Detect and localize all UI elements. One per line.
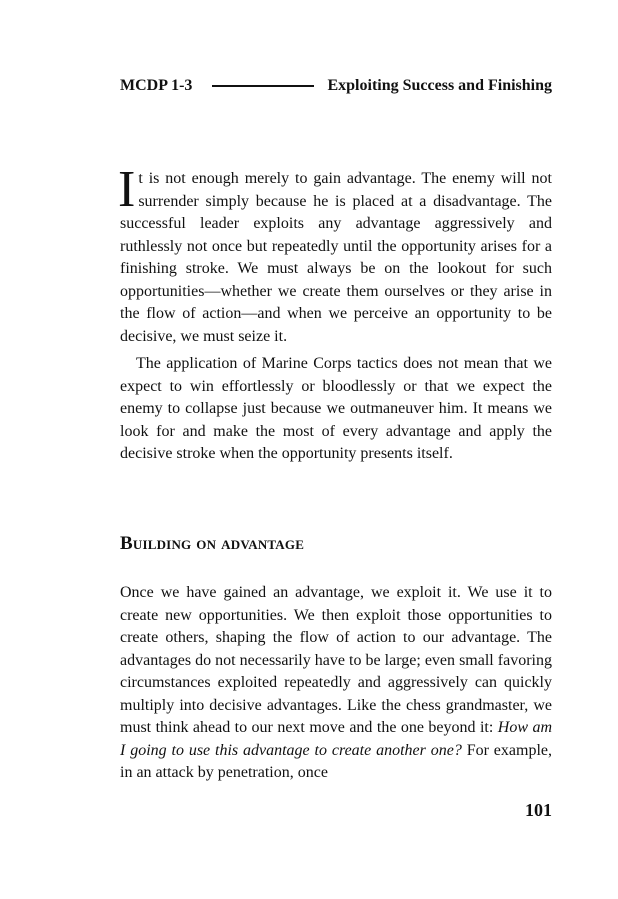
paragraph-building	[120, 582, 552, 785]
drop-cap: I	[118, 161, 136, 218]
paragraph-building-italic-question: How am I going to use this advantage to create another one?	[120, 719, 552, 759]
header-chapter-title: Exploiting Success and Finishing	[327, 77, 552, 94]
paragraph-opening-text: t is not enough merely to gain advantage. The enemy will not surrender simply because he is placed at a disadvantage. The successful leader exploits any advantage aggressively and ruthlessly not once but repeatedly until the opportunity arises for a finishing stroke. We must always be on the lookout for such opportunities—whether we create them ourselves or they arise in the flow of action—and when we perceive an opportunity to be decisive, we must seize it.	[120, 170, 552, 345]
header-document-id: MCDP 1-3	[120, 77, 193, 94]
paragraph-tactics: The application of Marine Corps tactics does not mean that we expect to win effortlessly or bloodlessly or that we expect the enemy to collapse just because we outmaneuver him. It means we look for and make the most of every advantage and apply the decisive stroke when the opportunity presents itself.	[120, 355, 552, 462]
section-heading: Building on advantage	[120, 533, 305, 554]
paragraph-opening	[118, 161, 552, 348]
header-rule	[212, 85, 314, 87]
paragraph-building-text: Once we have gained an advantage, we exploit it. We use it to create new opportunities. We then exploit those opportunities to create others, shaping the flow of action to our advantage. The advantages do not necessarily have to be large; even small favoring circumstances exploited repeatedly and aggressively can quickly multiply into decisive advantages. Like the chess grandmaster, we must think ahead to our next move and the one beyond it:	[120, 584, 552, 736]
paragraph-building-text-end: For example, in an attack by penetration, once	[120, 741, 553, 781]
running-header	[120, 77, 552, 99]
page-number: 101	[525, 800, 552, 820]
